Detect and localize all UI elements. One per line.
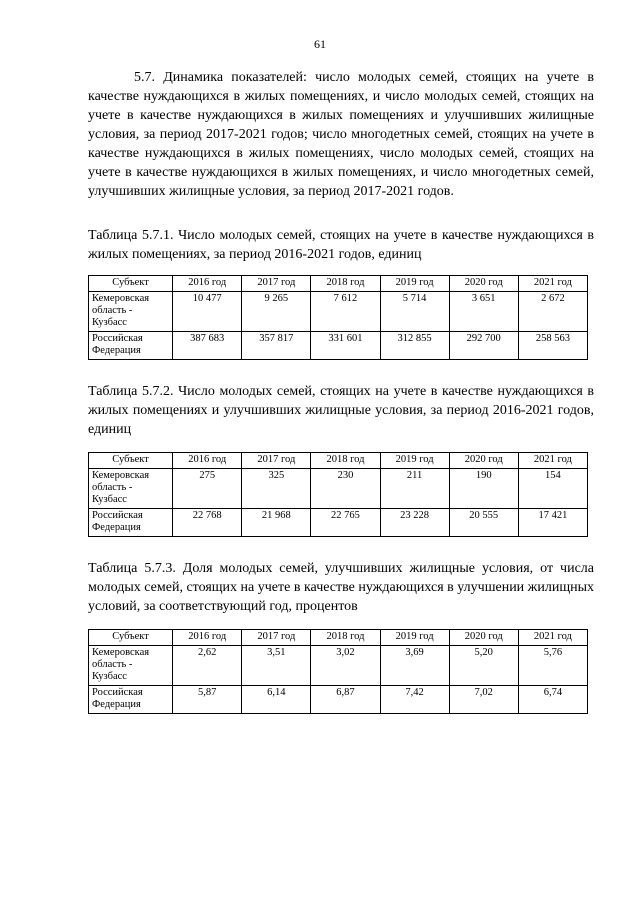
- page-number: 61: [314, 37, 326, 51]
- value-cell: 3,02: [311, 646, 380, 686]
- column-header: 2021 год: [518, 276, 587, 292]
- column-header: 2016 год: [173, 276, 242, 292]
- column-header: 2019 год: [380, 630, 449, 646]
- column-header: Субъект: [89, 630, 173, 646]
- table-2-caption: Таблица 5.7.2. Число молодых семей, стоящих на учете в качестве нуждающихся в жилых помещениях и улучшивших жилищные условия, за период 2016-2021 годов, единиц: [88, 384, 594, 437]
- table-row: [89, 332, 588, 360]
- value-cell: 387 683: [173, 332, 242, 360]
- value-cell: 211: [380, 469, 449, 509]
- value-cell: 2,62: [173, 646, 242, 686]
- value-cell: 22 768: [173, 509, 242, 537]
- value-cell: 5,87: [173, 686, 242, 714]
- subject-cell: Кемеровская область - Кузбасс: [89, 292, 173, 332]
- column-header: 2017 год: [242, 276, 311, 292]
- value-cell: 7,02: [449, 686, 518, 714]
- value-cell: 20 555: [449, 509, 518, 537]
- column-header: 2020 год: [449, 630, 518, 646]
- value-cell: 3,51: [242, 646, 311, 686]
- column-header: 2020 год: [449, 453, 518, 469]
- value-cell: 325: [242, 469, 311, 509]
- column-header: 2019 год: [380, 453, 449, 469]
- subject-cell: Российская Федерация: [89, 686, 173, 714]
- value-cell: 312 855: [380, 332, 449, 360]
- column-header: 2019 год: [380, 276, 449, 292]
- column-header: 2018 год: [311, 630, 380, 646]
- value-cell: 17 421: [518, 509, 587, 537]
- table-header-row: [89, 276, 588, 292]
- value-cell: 5,20: [449, 646, 518, 686]
- intro-paragraph: 5.7. Динамика показателей: число молодых семей, стоящих на учете в качестве нуждающихся в жилых помещениях, и число молодых семей, стоящих на учете в качестве нуждающихся в жилых помещениях и улучшивших жилищные условия, за период 2017-2021 годов; число многодетных семей, стоящих на учете в качестве нуждающихся в жилых помещениях, число молодых семей, стоящих на учете в качестве нуждающихся в жилых помещениях, и число многодетных семей, улучшивших жилищные условия, за период 2017-2021 годов.: [88, 70, 594, 199]
- value-cell: 154: [518, 469, 587, 509]
- column-header: 2018 год: [311, 453, 380, 469]
- table-3-caption: Таблица 5.7.3. Доля молодых семей, улучшивших жилищные условия, от числа молодых семей, стоящих на учете в качестве нуждающихся в улучшении жилищных условий, за соответствующий год, процентов: [88, 561, 594, 614]
- table-1: [88, 275, 588, 360]
- column-header: Субъект: [89, 453, 173, 469]
- value-cell: 22 765: [311, 509, 380, 537]
- value-cell: 23 228: [380, 509, 449, 537]
- table-2: [88, 452, 588, 537]
- table-row: [89, 292, 588, 332]
- table-3: [88, 629, 588, 714]
- value-cell: 3,69: [380, 646, 449, 686]
- value-cell: 10 477: [173, 292, 242, 332]
- column-header: Субъект: [89, 276, 173, 292]
- value-cell: 2 672: [518, 292, 587, 332]
- subject-cell: Российская Федерация: [89, 509, 173, 537]
- column-header: 2021 год: [518, 630, 587, 646]
- value-cell: 9 265: [242, 292, 311, 332]
- value-cell: 6,14: [242, 686, 311, 714]
- value-cell: 292 700: [449, 332, 518, 360]
- subject-cell: Кемеровская область - Кузбасс: [89, 469, 173, 509]
- column-header: 2016 год: [173, 630, 242, 646]
- value-cell: 7 612: [311, 292, 380, 332]
- value-cell: 21 968: [242, 509, 311, 537]
- subject-cell: Кемеровская область - Кузбасс: [89, 646, 173, 686]
- table-header-row: [89, 453, 588, 469]
- table-row: [89, 469, 588, 509]
- column-header: 2021 год: [518, 453, 587, 469]
- value-cell: 275: [173, 469, 242, 509]
- column-header: 2018 год: [311, 276, 380, 292]
- subject-cell: Российская Федерация: [89, 332, 173, 360]
- column-header: 2017 год: [242, 630, 311, 646]
- value-cell: 6,74: [518, 686, 587, 714]
- value-cell: 7,42: [380, 686, 449, 714]
- value-cell: 258 563: [518, 332, 587, 360]
- value-cell: 190: [449, 469, 518, 509]
- value-cell: 5 714: [380, 292, 449, 332]
- value-cell: 230: [311, 469, 380, 509]
- value-cell: 5,76: [518, 646, 587, 686]
- column-header: 2016 год: [173, 453, 242, 469]
- value-cell: 6,87: [311, 686, 380, 714]
- table-row: [89, 646, 588, 686]
- table-row: [89, 686, 588, 714]
- table-1-caption: Таблица 5.7.1. Число молодых семей, стоящих на учете в качестве нуждающихся в жилых помещениях, за период 2016-2021 годов, единиц: [88, 228, 594, 262]
- value-cell: 331 601: [311, 332, 380, 360]
- table-header-row: [89, 630, 588, 646]
- column-header: 2020 год: [449, 276, 518, 292]
- column-header: 2017 год: [242, 453, 311, 469]
- value-cell: 3 651: [449, 292, 518, 332]
- table-row: [89, 509, 588, 537]
- value-cell: 357 817: [242, 332, 311, 360]
